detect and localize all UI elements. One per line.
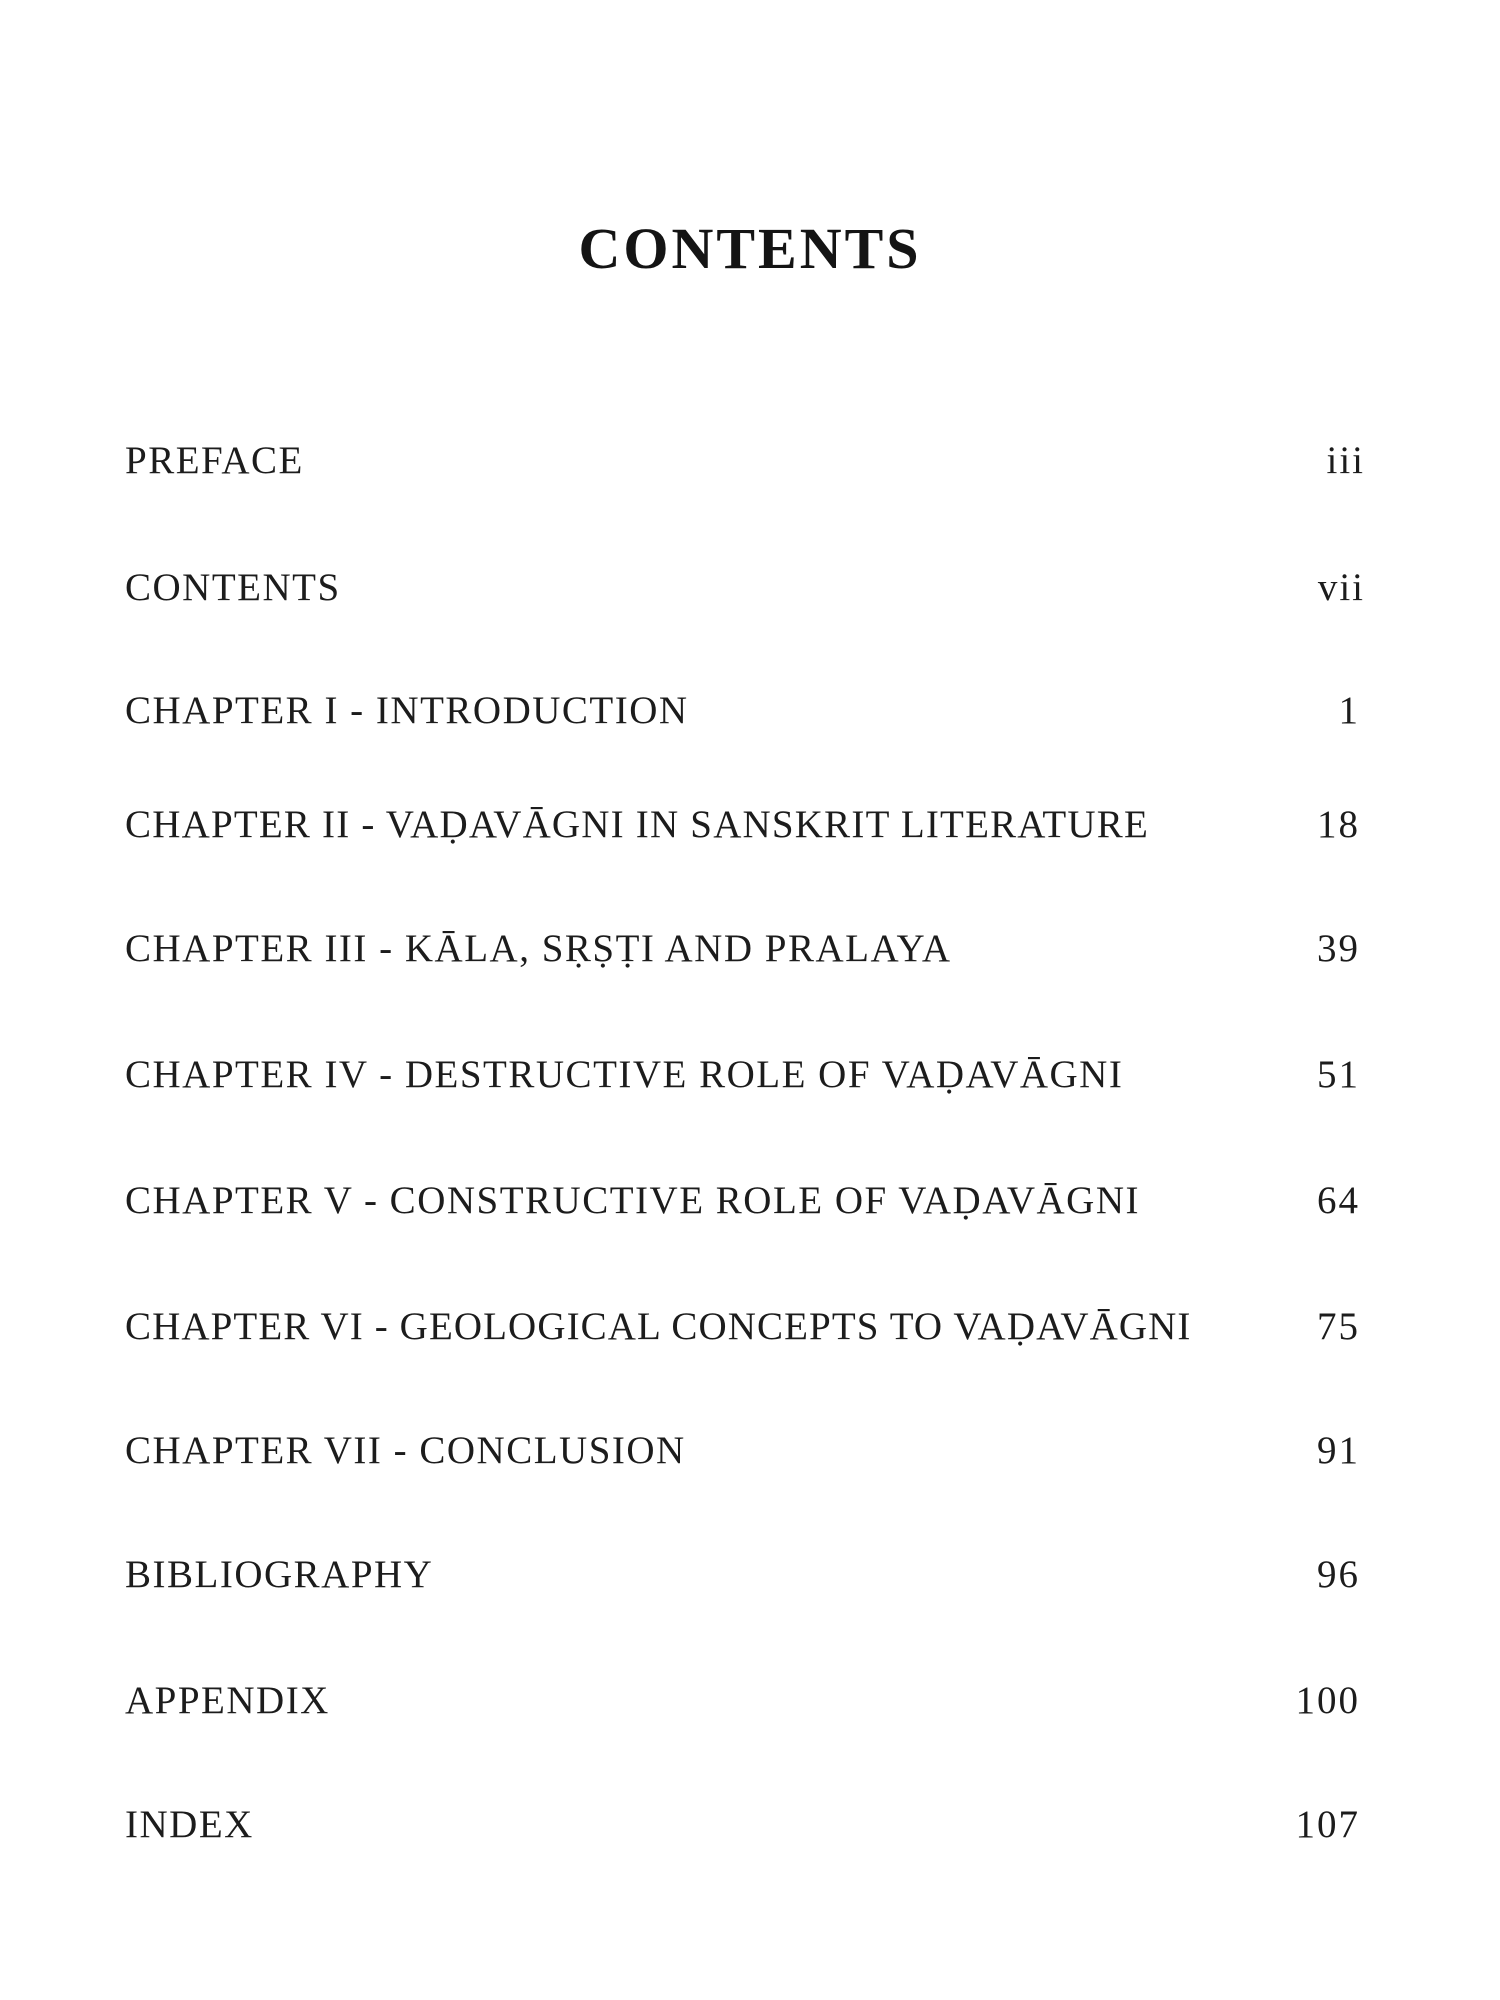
toc-entry-label: APPENDIX [125,1679,330,1722]
toc-entry-page: 64 [1317,1179,1360,1222]
toc-entry-page: 96 [1317,1553,1360,1596]
page-title: CONTENTS [578,216,922,281]
toc-entry-label: CONTENTS [125,566,341,609]
toc-entry-contents [125,565,1375,625]
toc-entry-page: 75 [1317,1305,1360,1348]
toc-entry-chapter-5 [125,1178,1375,1238]
toc-entry-label: CHAPTER V - CONSTRUCTIVE ROLE OF VAḌAVĀGNI [125,1179,1140,1222]
toc-entry-page: 18 [1317,803,1360,846]
toc-entry-label: PREFACE [125,439,304,482]
toc-entry-chapter-1 [125,688,1375,748]
toc-entry-label: CHAPTER III - KĀLA, SṚṢṬI AND PRALAYA [125,927,952,970]
toc-entry-label: CHAPTER I - INTRODUCTION [125,689,689,732]
toc-entry-chapter-2 [125,802,1375,862]
toc-entry-label: CHAPTER IV - DESTRUCTIVE ROLE OF VAḌAVĀGNI [125,1053,1124,1096]
toc-entry-appendix [125,1678,1375,1738]
toc-entry-page: 39 [1317,927,1360,970]
toc-entry-chapter-3 [125,926,1375,986]
toc-entry-page: vii [1317,566,1365,609]
toc-entry-label: BIBLIOGRAPHY [125,1553,434,1596]
toc-entry-bibliography [125,1552,1375,1612]
table-of-contents [125,0,1375,2000]
toc-entry-index [125,1802,1375,1862]
toc-entry-page: iii [1326,439,1365,482]
toc-entry-chapter-7 [125,1428,1375,1488]
toc-entry-page: 91 [1317,1429,1360,1472]
toc-entry-label: CHAPTER II - VAḌAVĀGNI IN SANSKRIT LITERATURE [125,803,1149,846]
toc-entry-chapter-4 [125,1052,1375,1112]
toc-entry-chapter-6 [125,1304,1375,1364]
toc-entry-page: 51 [1317,1053,1360,1096]
toc-entry-page: 100 [1295,1679,1360,1722]
toc-entry-label: INDEX [125,1803,254,1846]
toc-entry-page: 1 [1338,689,1360,732]
toc-entry-preface [125,438,1375,498]
toc-entry-label: CHAPTER VII - CONCLUSION [125,1429,686,1472]
toc-entry-label: CHAPTER VI - GEOLOGICAL CONCEPTS TO VAḌAVĀGNI [125,1305,1192,1348]
toc-entry-page: 107 [1295,1803,1360,1846]
